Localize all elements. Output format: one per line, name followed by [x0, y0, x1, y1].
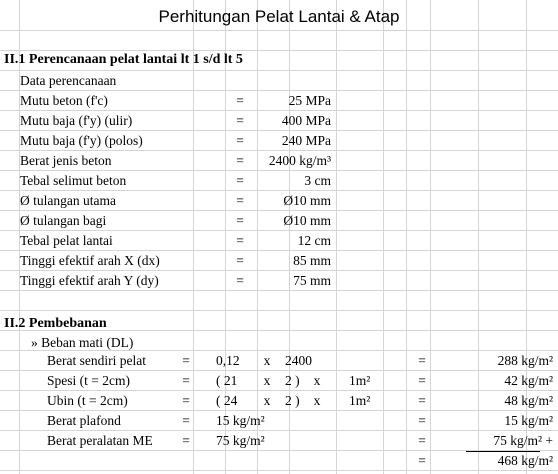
equals-sign: =: [236, 133, 244, 148]
equals-sign: =: [182, 413, 190, 428]
data-row-value: 75 mm: [293, 273, 331, 288]
load-row-label: Berat sendiri pelat: [47, 353, 146, 368]
data-row-value: 3 cm: [304, 173, 331, 188]
load-factor-a: 15 kg/m²: [216, 413, 265, 428]
equals-sign: =: [418, 453, 426, 468]
equals-sign: =: [418, 353, 426, 368]
section-1-subheading: Data perencanaan: [20, 73, 117, 88]
load-factor-a: 75 kg/m²: [216, 433, 265, 448]
load-factor-a: 0,12: [216, 353, 240, 368]
load-result: 75 kg/m² +: [493, 433, 553, 448]
load-factor-b: 2400: [285, 353, 312, 368]
data-row-value: 85 mm: [293, 253, 331, 268]
load-row-label: Ubin (t = 2cm): [47, 393, 128, 408]
multiply-sign: x: [263, 373, 271, 388]
load-factor-b: 2 ): [285, 373, 300, 388]
load-factor-a: ( 24: [216, 393, 238, 408]
equals-sign: =: [236, 253, 244, 268]
data-row-label: Mutu beton (f'c): [20, 93, 108, 108]
equals-sign: =: [236, 93, 244, 108]
load-result: 288 kg/m²: [497, 353, 553, 368]
equals-sign: =: [418, 413, 426, 428]
section-1-heading: II.1 Perencanaan pelat lantai lt 1 s/d lt 5: [4, 52, 243, 67]
data-row-value: 2400 kg/m³: [268, 153, 331, 168]
load-result: 42 kg/m²: [504, 373, 553, 388]
data-row-label: Berat jenis beton: [20, 153, 112, 168]
multiply-sign: x: [313, 393, 321, 408]
equals-sign: =: [236, 193, 244, 208]
data-row-label: Ø tulangan utama: [20, 193, 116, 208]
equals-sign: =: [236, 273, 244, 288]
data-row-value: 25 MPa: [288, 93, 331, 108]
data-row-label: Mutu baja (f'y) (polos): [20, 133, 143, 148]
data-row-label: Ø tulangan bagi: [20, 213, 107, 228]
data-row-value: 240 MPa: [281, 133, 331, 148]
load-row-label: Berat peralatan ME: [47, 433, 153, 448]
load-factor-b: 2 ): [285, 393, 300, 408]
data-row-value: Ø10 mm: [283, 193, 331, 208]
equals-sign: =: [236, 153, 244, 168]
multiply-sign: x: [263, 353, 271, 368]
load-result: 15 kg/m²: [504, 413, 553, 428]
load-row-label: Berat plafond: [47, 413, 121, 428]
section-2-heading: II.2 Pembebanan: [4, 316, 107, 331]
sum-underline: [466, 451, 540, 452]
multiply-sign: x: [263, 393, 271, 408]
load-row-label: Spesi (t = 2cm): [47, 373, 130, 388]
equals-sign: =: [236, 233, 244, 248]
equals-sign: =: [182, 353, 190, 368]
equals-sign: =: [236, 173, 244, 188]
equals-sign: =: [418, 393, 426, 408]
load-factor-c: 1m²: [349, 373, 371, 388]
load-result: 468 kg/m²: [497, 453, 553, 468]
data-row-value: 400 MPa: [281, 113, 331, 128]
equals-sign: =: [418, 433, 426, 448]
load-factor-c: 1m²: [349, 393, 371, 408]
page-title: Perhitungan Pelat Lantai & Atap: [158, 7, 400, 26]
data-row-label: Tebal pelat lantai: [20, 233, 113, 248]
equals-sign: =: [182, 433, 190, 448]
data-row-value: Ø10 mm: [283, 213, 331, 228]
equals-sign: =: [182, 393, 190, 408]
equals-sign: =: [236, 113, 244, 128]
data-row-label: Tinggi efektif arah X (dx): [20, 253, 160, 268]
equals-sign: =: [418, 373, 426, 388]
load-factor-a: ( 21: [216, 373, 238, 388]
data-row-label: Tebal selimut beton: [20, 173, 127, 188]
load-result: 48 kg/m²: [504, 393, 553, 408]
equals-sign: =: [182, 373, 190, 388]
multiply-sign: x: [313, 373, 321, 388]
section-2-subheading: » Beban mati (DL): [31, 335, 134, 350]
data-row-value: 12 cm: [297, 233, 331, 248]
data-row-label: Mutu baja (f'y) (ulir): [20, 113, 133, 128]
equals-sign: =: [236, 213, 244, 228]
data-row-label: Tinggi efektif arah Y (dy): [20, 273, 159, 288]
